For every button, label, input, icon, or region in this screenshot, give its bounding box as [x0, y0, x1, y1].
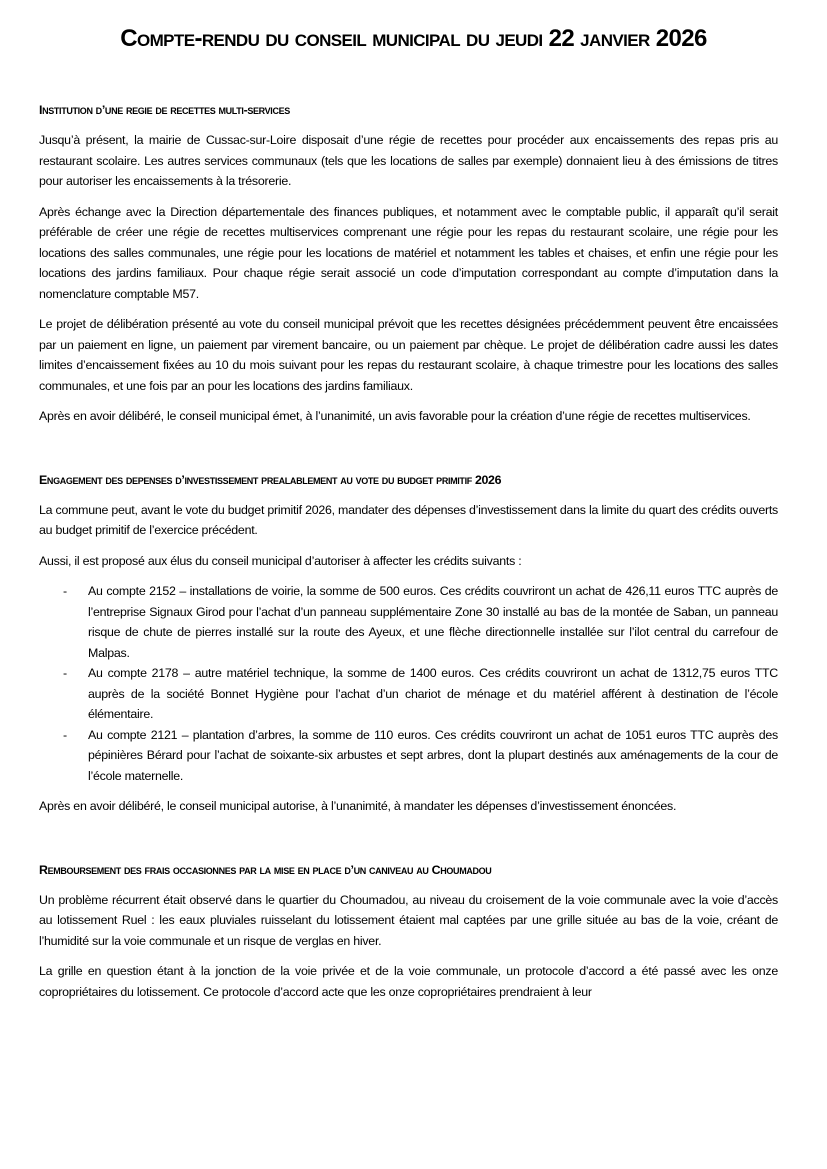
- section-regie-recettes: [39, 100, 778, 427]
- document-title: Compte-rendu du conseil municipal du jeudi 22 janvier 2026: [120, 25, 707, 52]
- section-heading: Remboursement des frais occasionnes par la mise en place d’un caniveau au Choumadou: [39, 862, 492, 877]
- list-item-text: Au compte 2121 – plantation d’arbres, la somme de 110 euros. Ces crédits couvriront un achat de 1051 euros TTC auprès des pépinières Bérard pour l’achat de soixante-six arbustes et sept arbres, dont la plupart destinés aux aménagements de la cour de l’école maternelle.: [88, 727, 778, 783]
- paragraph: Un problème récurrent était observé dans le quartier du Choumadou, au niveau du croisement de la voie communale avec la voie d’accès au lotissement Ruel : les eaux pluviales ruisselant du lotissement étaient mal captées par une grille située au bas de la voie, créant de l’humidité sur la voie communale et un risque de verglas en hiver.: [39, 892, 778, 948]
- paragraph: La commune peut, avant le vote du budget primitif 2026, mandater des dépenses d’investissement dans la limite du quart des crédits ouverts au budget primitif de l’exercice précédent.: [39, 502, 778, 537]
- paragraph: Après en avoir délibéré, le conseil municipal autorise, à l’unanimité, à mandater les dépenses d’investissement énoncées.: [39, 799, 677, 813]
- list-item: [39, 581, 778, 663]
- paragraph: Jusqu’à présent, la mairie de Cussac-sur-Loire disposait d’une régie de recettes pour procéder aux encaissements des repas pris au restaurant scolaire. Les autres services communaux (tels que les locations de salles par exemple) donnaient lieu à des émissions de titres pour autoriser les encaissements à la trésorerie.: [39, 133, 778, 188]
- section-heading: Engagement des depenses d’investissement prealablement au vote du budget primitif 2026: [39, 472, 502, 487]
- paragraph: La grille en question étant à la jonction de la voie privée et de la voie communale, un protocole d’accord a été passé avec les onze copropriétaires du lotissement. Ce protocole d’accord acte que les onze copropriétaires prendraient à leur: [39, 964, 778, 999]
- document-body: [39, 100, 778, 1012]
- credits-list: [39, 581, 778, 786]
- list-item-text: Au compte 2178 – autre matériel technique, la somme de 1400 euros. Ces crédits couvriront un achat de 1312,75 euros TTC auprès de la société Bonnet Hygiène pour l’achat d’un chariot de ménage et du matériel afférent à destination de l’école élémentaire.: [88, 666, 778, 721]
- paragraph: Aussi, il est proposé aux élus du conseil municipal d’autoriser à affecter les crédits suivants :: [39, 553, 522, 568]
- section-remboursement-caniveau: [39, 860, 778, 1003]
- list-item: [39, 663, 778, 725]
- list-item: [39, 725, 778, 787]
- dash-bullet-icon: -: [63, 584, 67, 598]
- dash-bullet-icon: -: [63, 727, 67, 742]
- section-spacer: [39, 827, 778, 860]
- paragraph: Après en avoir délibéré, le conseil municipal émet, à l’unanimité, un avis favorable pour la création d’une régie de recettes multiservices.: [39, 409, 751, 423]
- dash-bullet-icon: -: [63, 666, 67, 680]
- paragraph: Après échange avec la Direction départementale des finances publiques, et notamment avec le comptable public, il apparaît qu’il serait préférable de créer une régie de recettes multiservices comprenant une régie pour les repas du restaurant scolaire, une régie pour les locations des salles communales, une régie pour les locations de matériel et notamment les tables et chaises, et enfin une régie pour les locations des jardins familiaux. Pour chaque régie serait associé un code d’imputation correspondant au compte d’imputation dans la nomenclature comptable M57.: [39, 204, 778, 301]
- section-engagement-depenses: [39, 470, 778, 817]
- list-item-text: Au compte 2152 – installations de voirie, la somme de 500 euros. Ces crédits couvriront un achat de 426,11 euros TTC auprès de l’entreprise Signaux Girod pour l’achat d’un panneau supplémentaire Zone 30 installé au bas de la montée de Saban, un panneau risque de chute de pierres installé sur la route des Ayeux, et une flèche directionnelle installée sur l’ilot central du carrefour de Malpas.: [88, 584, 778, 660]
- section-heading: Institution d’une regie de recettes multi-services: [39, 103, 290, 117]
- section-spacer: [39, 437, 778, 470]
- paragraph: Le projet de délibération présenté au vote du conseil municipal prévoit que les recettes désignées précédemment peuvent être encaissées par un paiement en ligne, un paiement par virement bancaire, ou un paiement par chèque. Le projet de délibération cadre aussi les dates limites d’encaissement fixées au 10 du mois suivant pour les repas du restaurant scolaire, à chaque trimestre pour les locations des salles communales, et une fois par an pour les locations des jardins familiaux.: [39, 317, 778, 393]
